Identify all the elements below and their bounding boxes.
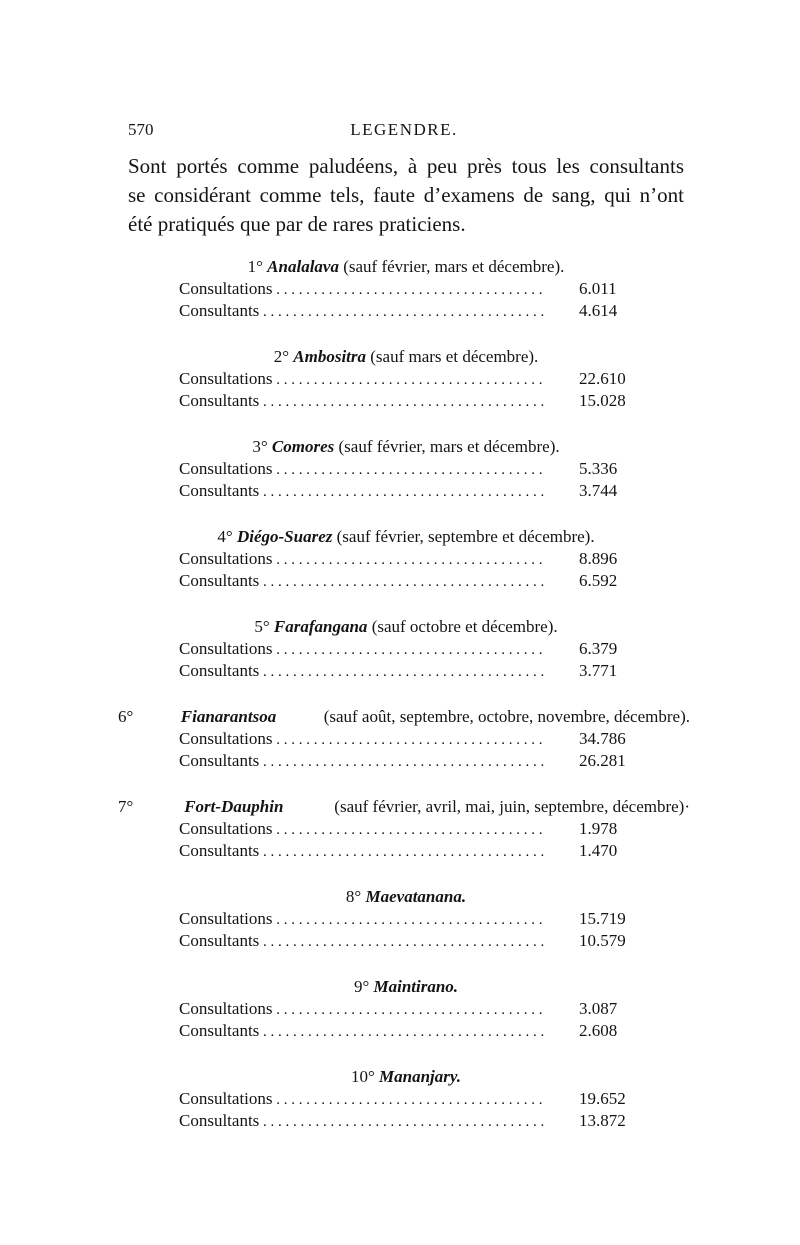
consultants-label: Consultants . . . (179, 840, 547, 863)
section-number: 3° (252, 437, 268, 456)
consultations-label: Consultations . . . (179, 728, 547, 751)
intro-line: Sont portés comme paludéens, à peu près tous les consultants (128, 154, 684, 178)
section-note: (sauf mars et décembre). (370, 347, 539, 366)
section-fianarantsoa (0, 706, 800, 772)
consultations-value: 34.786 (579, 729, 626, 748)
section-heading (0, 706, 690, 728)
consultations-row (179, 908, 657, 930)
consultants-row (179, 840, 657, 862)
section-fort-dauphin (0, 796, 800, 862)
consultants-label: Consultants . . . (179, 300, 547, 323)
consultants-row (179, 1020, 657, 1042)
page-header (128, 120, 680, 144)
consultants-value: 3.771 (579, 661, 618, 680)
region-name: Ambositra (293, 347, 367, 366)
section-number: 10° (350, 1067, 375, 1086)
consultations-label: Consultations . . . (179, 368, 547, 391)
consultants-value: 1.470 (579, 841, 618, 860)
consultations-row (179, 818, 657, 840)
consultants-value: 6.592 (579, 571, 618, 590)
consultants-label: Consultants . . . (179, 480, 547, 503)
region-name: Maintirano. (373, 977, 459, 996)
consultations-row (179, 638, 657, 660)
consultants-label: Consultants . . . (179, 660, 547, 683)
section-number: 1° (247, 257, 263, 276)
section-number: 2° (273, 347, 290, 366)
consultations-label: Consultations . . . (179, 998, 547, 1021)
consultations-value: 15.719 (579, 909, 626, 928)
section-maintirano (0, 976, 800, 1042)
section-analalava (0, 256, 800, 322)
section-heading (0, 976, 800, 998)
consultations-row (179, 278, 657, 300)
section-note: (sauf février, mars et décembre). (343, 257, 565, 276)
region-name: Diégo-Suarez (236, 527, 333, 546)
consultants-row (179, 390, 657, 412)
section-comores (0, 436, 800, 502)
consultants-value: 4.614 (579, 301, 618, 320)
consultations-label: Consultations . . . (179, 638, 547, 661)
section-heading (0, 256, 800, 278)
section-heading (0, 616, 800, 638)
consultants-row (179, 480, 657, 502)
consultations-row (179, 728, 657, 750)
statistics-list (0, 256, 800, 1132)
section-number: 9° (353, 977, 370, 996)
region-name: Mananjary. (379, 1067, 462, 1086)
section-number: 4° (217, 527, 233, 546)
region-name: Farafangana (273, 617, 368, 636)
consultations-value: 5.336 (579, 459, 618, 478)
section-heading (0, 526, 800, 548)
section-note: (sauf février, avril, mai, juin, septembre, décembre)· (334, 797, 690, 816)
consultants-row (179, 570, 657, 592)
consultations-value: 22.610 (579, 369, 626, 388)
consultants-row (179, 660, 657, 682)
consultations-row (179, 368, 657, 390)
section-diego-suarez (0, 526, 800, 592)
section-number: 6° (118, 707, 134, 726)
section-number: 7° (118, 797, 134, 816)
region-name: Fort-Dauphin (184, 797, 284, 816)
intro-paragraph (128, 152, 684, 239)
consultants-value: 3.744 (579, 481, 618, 500)
consultants-value: 15.028 (579, 391, 626, 410)
consultations-label: Consultations . . . (179, 458, 547, 481)
consultations-label: Consultations . . . (179, 278, 547, 301)
consultations-label: Consultations . . . (179, 1088, 547, 1111)
section-note: (sauf octobre et décembre). (371, 617, 558, 636)
section-note: (sauf août, septembre, octobre, novembre, décembre). (323, 707, 690, 726)
page-number: 570 (128, 120, 154, 139)
section-heading (0, 886, 800, 908)
consultants-value: 2.608 (579, 1021, 618, 1040)
section-farafangana (0, 616, 800, 682)
consultations-label: Consultations . . . (179, 818, 547, 841)
consultants-row (179, 750, 657, 772)
section-note: (sauf février, mars et décembre). (338, 437, 560, 456)
consultations-value: 3.087 (579, 999, 618, 1018)
section-ambositra (0, 346, 800, 412)
section-maevatanana (0, 886, 800, 952)
region-name: Analalava (267, 257, 339, 276)
running-title: LEGENDRE. (350, 120, 458, 139)
intro-line: se considérant comme tels, faute d’examens de sang, qui n’ont (128, 183, 684, 207)
consultations-row (179, 1088, 657, 1110)
consultants-label: Consultants . . . (179, 930, 547, 953)
region-name: Comores (271, 437, 335, 456)
region-name: Fianarantsoa (180, 707, 277, 726)
consultants-value: 13.872 (579, 1111, 626, 1130)
consultants-label: Consultants . . . (179, 1110, 547, 1133)
section-heading (0, 796, 690, 818)
consultations-label: Consultations . . . (179, 548, 547, 571)
consultations-row (179, 998, 657, 1020)
consultations-label: Consultations . . . (179, 908, 547, 931)
intro-line: été pratiqués que par de rares praticiens. (128, 212, 466, 236)
consultations-value: 19.652 (579, 1089, 626, 1108)
consultants-row (179, 1110, 657, 1132)
section-heading (0, 436, 800, 458)
section-number: 8° (345, 887, 362, 906)
consultants-label: Consultants . . . (179, 570, 547, 593)
consultants-row (179, 300, 657, 322)
consultants-label: Consultants . . . (179, 390, 547, 413)
consultations-value: 6.379 (579, 639, 618, 658)
section-note: (sauf février, septembre et décembre). (336, 527, 595, 546)
region-name: Maevatanana. (365, 887, 467, 906)
consultants-label: Consultants . . . (179, 750, 547, 773)
consultants-value: 10.579 (579, 931, 626, 950)
consultants-label: Consultants . . . (179, 1020, 547, 1043)
consultations-row (179, 458, 657, 480)
section-heading (0, 346, 800, 368)
section-number: 5° (254, 617, 270, 636)
consultations-value: 8.896 (579, 549, 618, 568)
consultants-row (179, 930, 657, 952)
section-heading (0, 1066, 800, 1088)
consultations-value: 1.978 (579, 819, 618, 838)
consultations-value: 6.011 (579, 279, 617, 298)
consultations-row (179, 548, 657, 570)
section-mananjary (0, 1066, 800, 1132)
consultants-value: 26.281 (579, 751, 626, 770)
